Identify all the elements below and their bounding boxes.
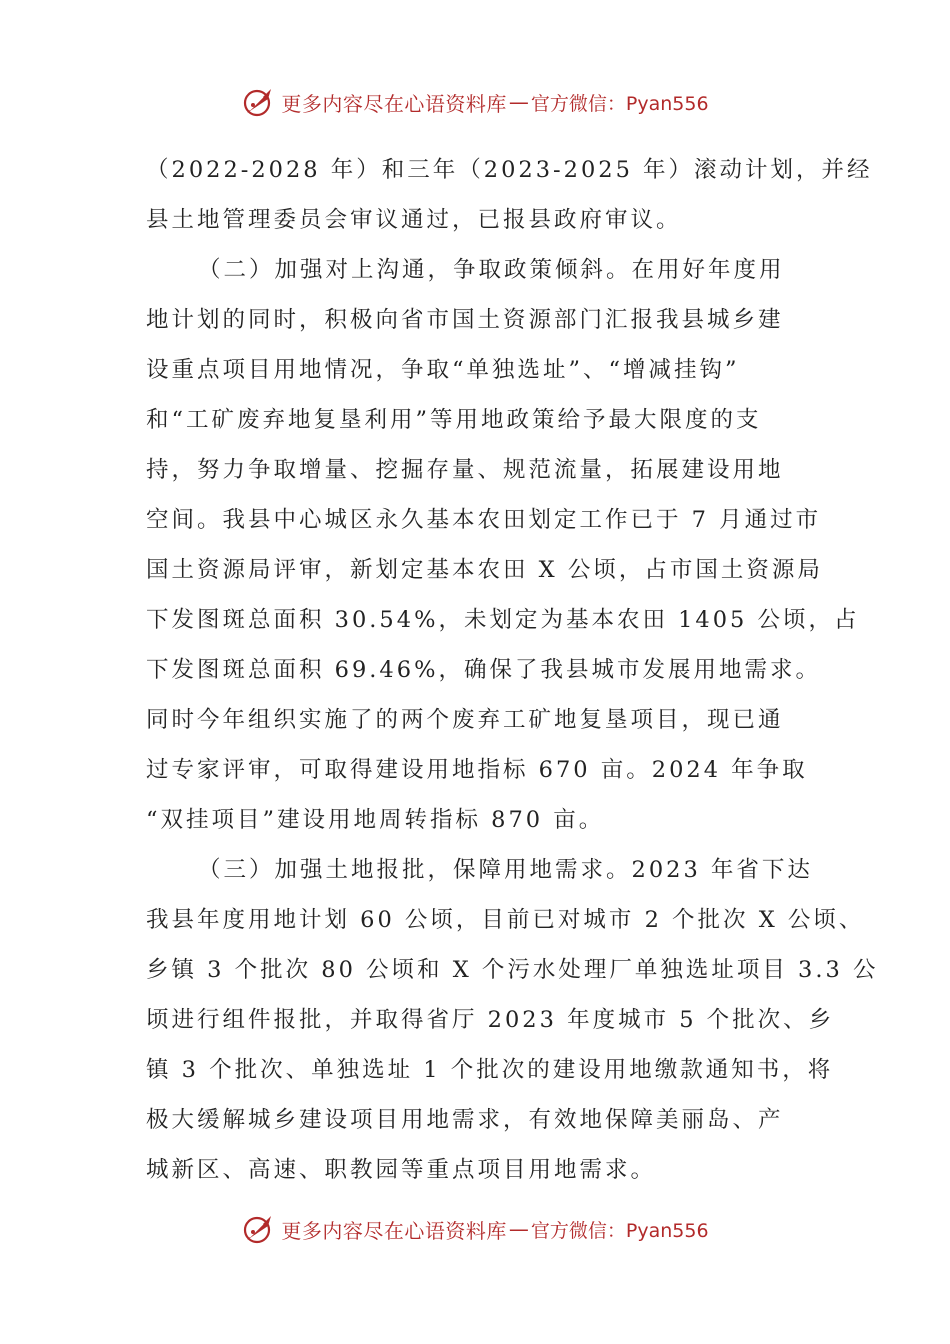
- text-line: 国土资源局评审，新划定基本农田 X 公顷，占市国土资源局: [146, 557, 823, 583]
- watermark-separator: —: [508, 1217, 529, 1241]
- text-line: 地计划的同时，积极向省市国土资源部门汇报我县城乡建: [146, 307, 784, 333]
- text-line: 镇 3 个批次、单独选址 1 个批次的建设用地缴款通知书，将: [146, 1057, 834, 1083]
- text-line: 顷进行组件报批，并取得省厅 2023 年度城市 5 个批次、乡: [146, 1007, 835, 1033]
- text-line: 乡镇 3 个批次 80 公顷和 X 个污水处理厂单独选址项目 3.3 公: [146, 957, 879, 983]
- text-line: 和“工矿废弃地复垦利用”等用地政策给予最大限度的支: [146, 407, 762, 433]
- text-line: （二）加强对上沟通，争取政策倾斜。在用好年度用: [198, 257, 785, 283]
- text-line: 持，努力争取增量、挖掘存量、规范流量，拓展建设用地: [146, 457, 784, 483]
- quill-logo-icon: [241, 85, 275, 119]
- watermark-separator: —: [508, 90, 529, 114]
- watermark-site-text: 更多内容尽在心语资料库: [281, 91, 507, 116]
- watermark-contact-text: 官方微信：Pyan556: [530, 1219, 709, 1242]
- paragraph-continuation: [146, 145, 873, 245]
- header-watermark: [0, 80, 950, 124]
- text-line: （三）加强土地报批，保障用地需求。2023 年省下达: [198, 857, 813, 883]
- text-line: 空间。我县中心城区永久基本农田划定工作已于 7 月通过市: [146, 507, 822, 533]
- document-body: [146, 145, 879, 1195]
- text-line: 同时今年组织实施了的两个废弃工矿地复垦项目，现已通: [146, 707, 784, 733]
- text-line: 下发图斑总面积 69.46%，确保了我县城市发展用地需求。: [146, 657, 821, 683]
- text-line: “双挂项目”建设用地周转指标 870 亩。: [146, 807, 605, 833]
- text-line: 过专家评审，可取得建设用地指标 670 亩。2024 年争取: [146, 757, 808, 783]
- text-line: （2022-2028 年）和三年（2023-2025 年）滚动计划，并经: [146, 157, 873, 183]
- footer-watermark: [0, 1207, 950, 1251]
- paragraph-section-three: [146, 845, 879, 1195]
- paragraph-section-two: [146, 245, 860, 845]
- text-line: 县土地管理委员会审议通过，已报县政府审议。: [146, 207, 682, 233]
- watermark-site-text: 更多内容尽在心语资料库: [281, 1218, 507, 1243]
- text-line: 极大缓解城乡建设项目用地需求，有效地保障美丽岛、产: [146, 1107, 784, 1133]
- watermark-contact-text: 官方微信：Pyan556: [530, 92, 709, 115]
- quill-logo-icon: [241, 1212, 275, 1246]
- text-line: 我县年度用地计划 60 公顷，目前已对城市 2 个批次 X 公顷、: [146, 907, 865, 933]
- text-line: 城新区、高速、职教园等重点项目用地需求。: [146, 1157, 657, 1183]
- text-line: 下发图斑总面积 30.54%，未划定为基本农田 1405 公顷，占: [146, 607, 860, 633]
- text-line: 设重点项目用地情况，争取“单独选址”、“增减挂钩”: [146, 357, 740, 383]
